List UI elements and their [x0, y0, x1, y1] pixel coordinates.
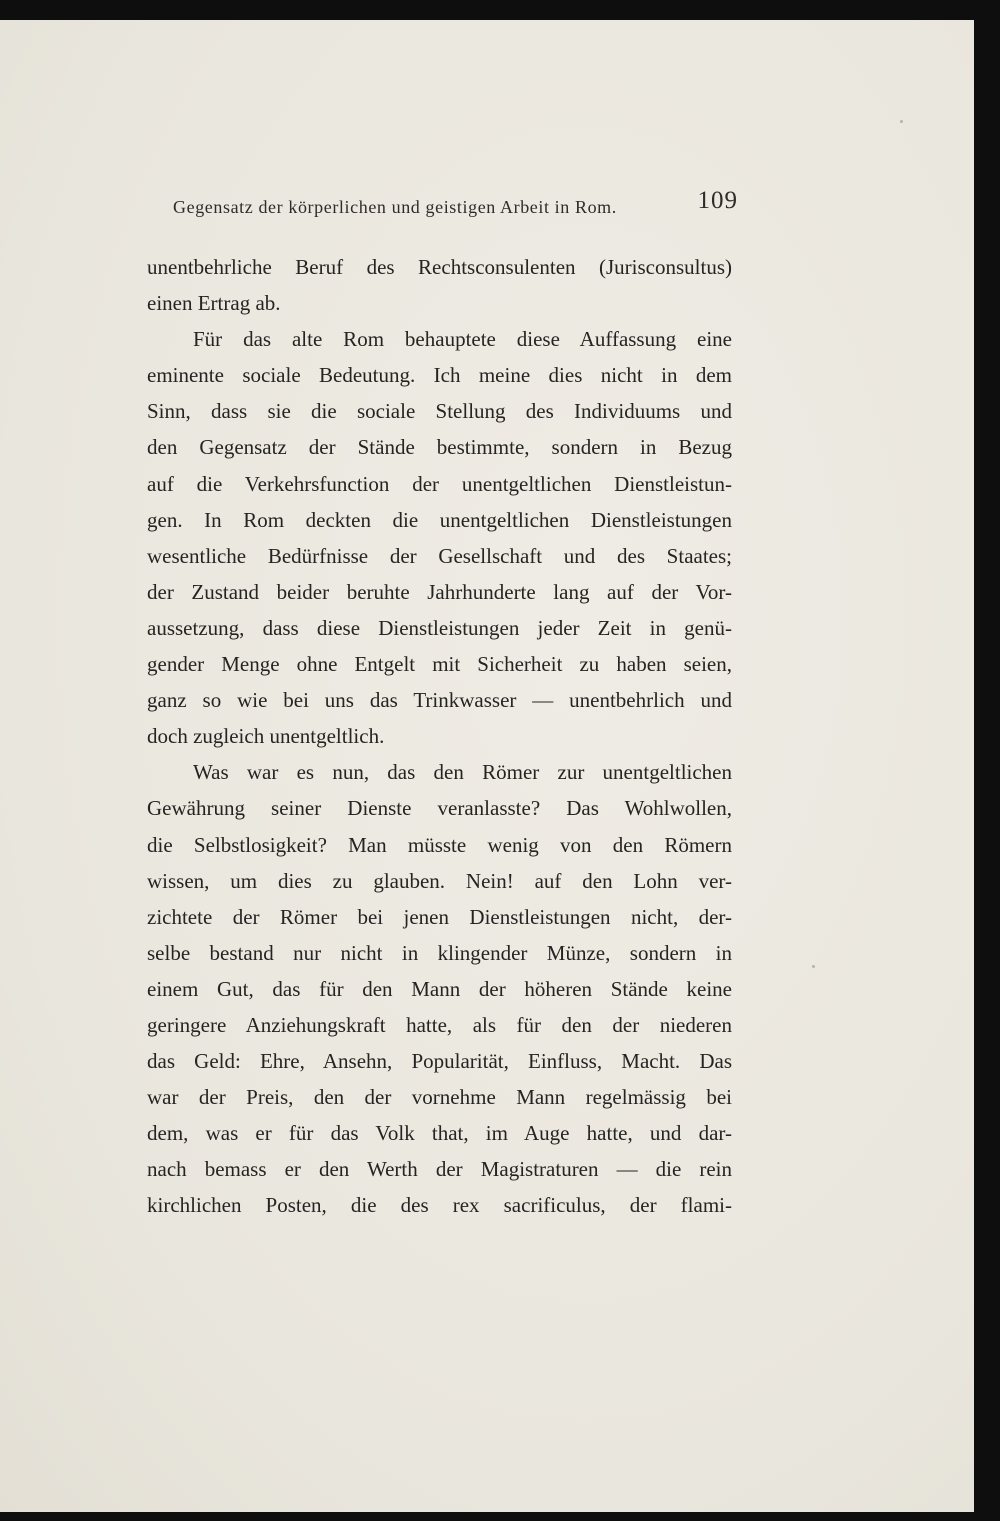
text-line: wissen, um dies zu glauben. Nein! auf den Lohn ver-	[147, 868, 732, 893]
paper-speck	[812, 965, 815, 968]
text-line: kirchlichen Posten, die des rex sacrificulus, der flami-	[147, 1193, 732, 1218]
book-page	[0, 20, 974, 1512]
text-line: Für das alte Rom behauptete diese Auffassung eine	[193, 327, 732, 352]
text-line: Was war es nun, das den Römer zur unentgeltlichen	[193, 760, 732, 785]
text-line: die Selbstlosigkeit? Man müsste wenig von den Römern	[147, 832, 732, 857]
page-header	[173, 185, 738, 225]
text-line: doch zugleich unentgeltlich.	[147, 724, 385, 749]
paper-speck	[900, 120, 903, 123]
text-line: Gewährung seiner Dienste veranlasste? Das Wohlwollen,	[147, 796, 732, 821]
text-line: unentbehrliche Beruf des Rechtsconsulenten (Jurisconsultus)	[147, 255, 732, 279]
page-number: 109	[697, 187, 738, 214]
text-line: der Zustand beider beruhte Jahrhunderte lang auf der Vor-	[147, 579, 732, 604]
text-line: war der Preis, den der vornehme Mann regelmässig bei	[147, 1085, 732, 1110]
text-line: wesentliche Bedürfnisse der Gesellschaft und des Staates;	[147, 543, 732, 568]
text-line: einen Ertrag ab.	[147, 291, 281, 316]
text-line: geringere Anziehungskraft hatte, als für den der niederen	[147, 1012, 732, 1037]
text-line: aussetzung, dass diese Dienstleistungen jeder Zeit in genü-	[147, 615, 732, 640]
body-text	[147, 249, 732, 1224]
text-line: selbe bestand nur nicht in klingender Münze, sondern in	[147, 940, 732, 965]
text-line: das Geld: Ehre, Ansehn, Popularität, Einfluss, Macht. Das	[147, 1049, 732, 1074]
text-line: zichtete der Römer bei jenen Dienstleistungen nicht, der-	[147, 904, 732, 929]
text-line: gen. In Rom deckten die unentgeltlichen Dienstleistungen	[147, 507, 732, 532]
text-line: nach bemass er den Werth der Magistraturen — die rein	[147, 1157, 732, 1182]
text-line: eminente sociale Bedeutung. Ich meine dies nicht in dem	[147, 363, 732, 388]
text-line: auf die Verkehrsfunction der unentgeltlichen Dienstleistun-	[147, 471, 732, 496]
text-line: gender Menge ohne Entgelt mit Sicherheit zu haben seien,	[147, 652, 732, 677]
running-head: Gegensatz der körperlichen und geistigen Arbeit in Rom.	[173, 197, 617, 217]
text-line: Sinn, dass sie die sociale Stellung des Individuums und	[147, 399, 732, 424]
text-line: dem, was er für das Volk that, im Auge hatte, und dar-	[147, 1121, 732, 1146]
text-line: einem Gut, das für den Mann der höheren Stände keine	[147, 976, 732, 1001]
text-line: ganz so wie bei uns das Trinkwasser — unentbehrlich und	[147, 688, 732, 713]
text-line: den Gegensatz der Stände bestimmte, sondern in Bezug	[147, 435, 732, 460]
